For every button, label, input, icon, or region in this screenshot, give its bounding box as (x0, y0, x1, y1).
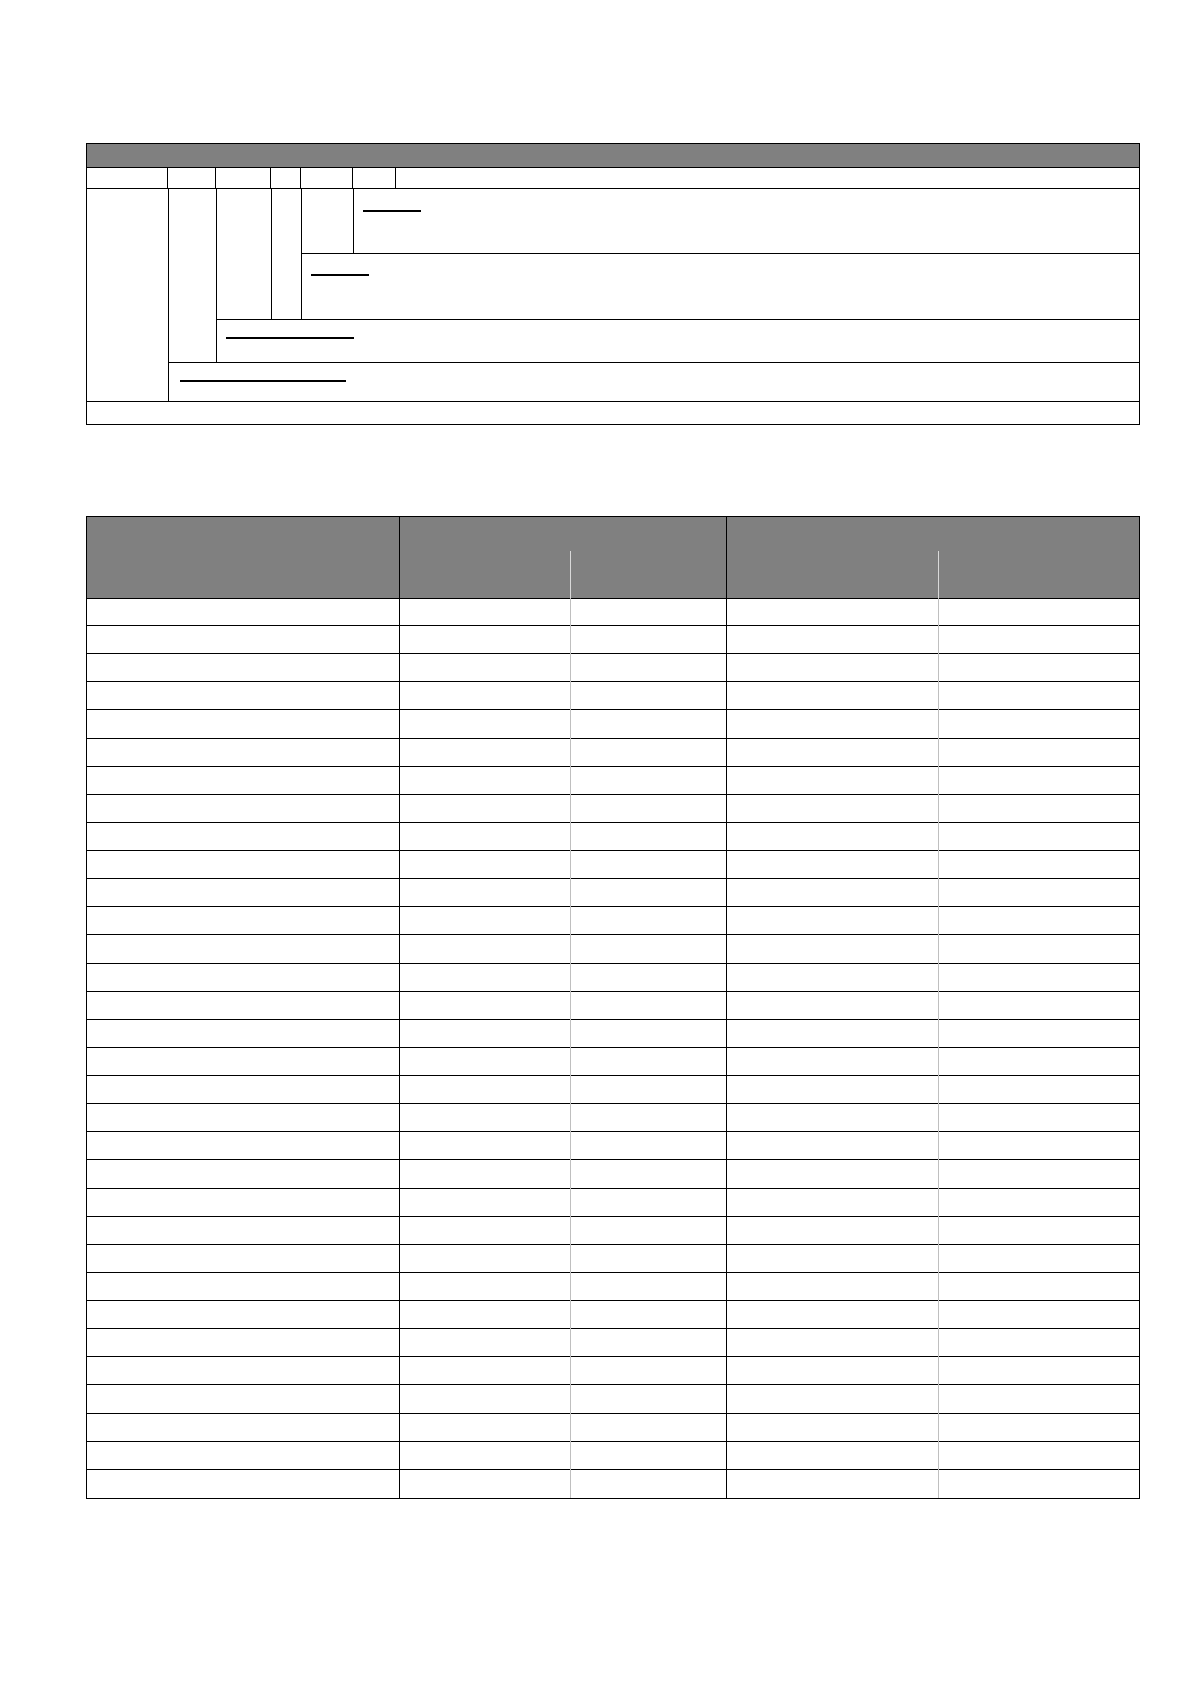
table-cell (570, 1217, 726, 1245)
table-cell (399, 1104, 570, 1132)
table-cell (726, 936, 938, 964)
table-cell (570, 1132, 726, 1160)
table-cell (399, 1414, 570, 1442)
table-cell (399, 907, 570, 935)
table-row (87, 795, 1139, 823)
tree-bottom-divider (87, 401, 1139, 402)
table-row (87, 823, 1139, 851)
table-cell (399, 598, 570, 626)
table-row (87, 1104, 1139, 1132)
table-cell (938, 1357, 1139, 1385)
table-cell (399, 1470, 570, 1498)
table-cell (726, 1048, 938, 1076)
table-cell (726, 1245, 938, 1273)
table-cell (726, 1104, 938, 1132)
table-row (87, 1442, 1139, 1470)
table-row (87, 1301, 1139, 1329)
table-cell (87, 1189, 399, 1217)
table-cell (399, 1273, 570, 1301)
table-cell (570, 1245, 726, 1273)
table-row (87, 907, 1139, 935)
table-cell (570, 654, 726, 682)
table-cell (87, 1048, 399, 1076)
table-cell (399, 682, 570, 710)
table-cell (726, 1132, 938, 1160)
table-cell (87, 739, 399, 767)
table-cell (399, 1189, 570, 1217)
table-row (87, 1076, 1139, 1104)
table-cell (399, 851, 570, 879)
header-subdivider-a (570, 551, 571, 598)
table-cell (399, 767, 570, 795)
table-cell (570, 682, 726, 710)
table-cell (726, 1329, 938, 1357)
table-cell (570, 1076, 726, 1104)
table-cell (570, 626, 726, 654)
table-row (87, 1189, 1139, 1217)
table-cell (938, 1386, 1139, 1414)
table-row (87, 1020, 1139, 1048)
table-cell (87, 851, 399, 879)
table-cell (726, 1273, 938, 1301)
table-cell (570, 907, 726, 935)
table-cell (87, 1442, 399, 1470)
table-cell (726, 682, 938, 710)
table-cell (726, 1161, 938, 1189)
column-divider-2 (726, 598, 727, 1498)
header-row-divider (396, 188, 1139, 189)
table-cell (570, 1161, 726, 1189)
table-cell (87, 1104, 399, 1132)
table-cell (570, 879, 726, 907)
table-cell (399, 1442, 570, 1470)
table-cell (570, 992, 726, 1020)
page-footer (0, 1674, 300, 1685)
table-cell (570, 711, 726, 739)
column-subdivider-a (570, 598, 571, 1498)
table-cell (938, 1442, 1139, 1470)
header-cell-5 (301, 168, 353, 189)
table-cell (399, 1329, 570, 1357)
table-cell (938, 682, 1139, 710)
table-cell (399, 1161, 570, 1189)
table-cell (87, 711, 399, 739)
tree-level-1-divider (301, 253, 1139, 254)
header-divider-2 (726, 517, 727, 598)
table-cell (938, 1189, 1139, 1217)
tree-column-line-5 (353, 189, 354, 253)
table-cell (938, 654, 1139, 682)
table-cell (726, 992, 938, 1020)
table-cell (87, 1357, 399, 1385)
table-cell (87, 654, 399, 682)
table-row (87, 1357, 1139, 1385)
table-cell (938, 1076, 1139, 1104)
table-cell (87, 879, 399, 907)
table-cell (726, 739, 938, 767)
table-cell (570, 598, 726, 626)
table-row (87, 682, 1139, 710)
table-row (87, 654, 1139, 682)
table-cell (726, 795, 938, 823)
table-cell (938, 739, 1139, 767)
tree-column-line-1 (168, 189, 169, 401)
table-cell (399, 1301, 570, 1329)
table-cell (399, 964, 570, 992)
table-row (87, 1273, 1139, 1301)
table-row (87, 1048, 1139, 1076)
table-cell (87, 1161, 399, 1189)
table-cell (87, 767, 399, 795)
table-cell (87, 936, 399, 964)
table-cell (726, 598, 938, 626)
table-cell (938, 992, 1139, 1020)
table-cell (87, 1386, 399, 1414)
table-cell (87, 1414, 399, 1442)
table-cell (938, 964, 1139, 992)
table-cell (87, 1020, 399, 1048)
table-cell (87, 907, 399, 935)
table-cell (938, 1104, 1139, 1132)
table-cell (87, 992, 399, 1020)
table-cell (938, 767, 1139, 795)
table-cell (726, 1470, 938, 1498)
table-cell (399, 1357, 570, 1385)
table-cell (399, 936, 570, 964)
table-cell (938, 795, 1139, 823)
table-cell (726, 1357, 938, 1385)
tree-level-2-divider (216, 319, 1139, 320)
table-cell (399, 711, 570, 739)
table-row (87, 936, 1139, 964)
table-cell (938, 907, 1139, 935)
table-row (87, 1132, 1139, 1160)
table-row (87, 992, 1139, 1020)
table-cell (87, 1329, 399, 1357)
table-cell (938, 1245, 1139, 1273)
table-cell (726, 879, 938, 907)
header-cell-6 (353, 168, 396, 189)
table-cell (726, 767, 938, 795)
table-cell (726, 964, 938, 992)
table-cell (570, 1414, 726, 1442)
table-cell (399, 1386, 570, 1414)
table-cell (938, 1470, 1139, 1498)
tree-level-2-underline (311, 274, 369, 276)
table-cell (399, 626, 570, 654)
table-cell (938, 1132, 1139, 1160)
data-table (86, 516, 1140, 1499)
table-row (87, 1329, 1139, 1357)
header-cell-4 (271, 168, 301, 189)
table-cell (87, 1132, 399, 1160)
table-cell (938, 936, 1139, 964)
table-cell (570, 1386, 726, 1414)
table-cell (570, 767, 726, 795)
table-row (87, 879, 1139, 907)
table-cell (726, 626, 938, 654)
table-cell (726, 823, 938, 851)
table-cell (726, 1076, 938, 1104)
tree-level-3-divider (168, 362, 1139, 363)
table-row (87, 1386, 1139, 1414)
table-row (87, 739, 1139, 767)
table-cell (938, 1329, 1139, 1357)
table-cell (726, 711, 938, 739)
column-subdivider-b (938, 598, 939, 1498)
table-cell (938, 1301, 1139, 1329)
table-cell (938, 1161, 1139, 1189)
table-cell (87, 823, 399, 851)
header-subdivider-b (938, 551, 939, 598)
table-cell (570, 1104, 726, 1132)
table-cell (570, 1048, 726, 1076)
table-cell (726, 851, 938, 879)
column-divider-1 (399, 598, 400, 1498)
table-cell (570, 1273, 726, 1301)
table-cell (399, 739, 570, 767)
table-cell (570, 823, 726, 851)
table-cell (87, 1273, 399, 1301)
table-cell (570, 1470, 726, 1498)
table-cell (399, 992, 570, 1020)
table-cell (399, 879, 570, 907)
table-row (87, 1470, 1139, 1498)
table-cell (87, 1245, 399, 1273)
table-cell (726, 1020, 938, 1048)
table-row (87, 598, 1139, 626)
tree-level-1-underline (363, 210, 421, 212)
tree-column-line-3 (271, 189, 272, 320)
header-cell-3 (216, 168, 271, 189)
table-cell (399, 1245, 570, 1273)
header-cell-1 (87, 168, 168, 189)
tree-level-4-underline (180, 380, 346, 382)
table-cell (726, 1386, 938, 1414)
table-cell (726, 1189, 938, 1217)
table-cell (938, 879, 1139, 907)
table-cell (570, 1020, 726, 1048)
table-cell (938, 823, 1139, 851)
table-cell (570, 1442, 726, 1470)
table-cell (726, 654, 938, 682)
table-cell (570, 964, 726, 992)
hierarchy-block (86, 143, 1140, 425)
table-cell (938, 711, 1139, 739)
table-cell (938, 851, 1139, 879)
table-cell (570, 795, 726, 823)
table-cell (570, 1329, 726, 1357)
table-cell (399, 823, 570, 851)
table-cell (570, 851, 726, 879)
table-cell (570, 1357, 726, 1385)
tree-column-line-2 (216, 189, 217, 363)
table-cell (726, 1442, 938, 1470)
table-row (87, 1217, 1139, 1245)
header-cell-2 (168, 168, 216, 189)
table-header (87, 517, 1139, 599)
table-cell (87, 1217, 399, 1245)
table-cell (570, 1301, 726, 1329)
table-cell (938, 1048, 1139, 1076)
table-cell (87, 598, 399, 626)
header-divider-1 (399, 517, 400, 598)
table-row (87, 1161, 1139, 1189)
table-cell (399, 1132, 570, 1160)
table-cell (87, 1301, 399, 1329)
table-row (87, 626, 1139, 654)
table-row (87, 767, 1139, 795)
table-cell (399, 1048, 570, 1076)
tree-column-line-4 (301, 189, 302, 320)
table-cell (570, 739, 726, 767)
table-cell (938, 1273, 1139, 1301)
table-cell (399, 1076, 570, 1104)
table-cell (87, 795, 399, 823)
table-cell (726, 1301, 938, 1329)
table-cell (399, 1020, 570, 1048)
table-cell (726, 1414, 938, 1442)
table-cell (570, 1189, 726, 1217)
table-cell (87, 682, 399, 710)
table-cell (726, 907, 938, 935)
table-cell (87, 626, 399, 654)
table-cell (938, 1020, 1139, 1048)
table-cell (399, 654, 570, 682)
tree-level-3-underline (226, 337, 354, 339)
table-cell (938, 598, 1139, 626)
table-cell (938, 1217, 1139, 1245)
table-row (87, 711, 1139, 739)
table-cell (570, 936, 726, 964)
table-row (87, 1245, 1139, 1273)
table-cell (938, 1414, 1139, 1442)
table-row (87, 1414, 1139, 1442)
table-cell (938, 626, 1139, 654)
table-row (87, 964, 1139, 992)
table-cell (87, 964, 399, 992)
table-row (87, 851, 1139, 879)
table-cell (399, 1217, 570, 1245)
table-cell (87, 1076, 399, 1104)
table-cell (726, 1217, 938, 1245)
hierarchy-header-bar (87, 144, 1139, 168)
table-cell (399, 795, 570, 823)
table-cell (87, 1470, 399, 1498)
